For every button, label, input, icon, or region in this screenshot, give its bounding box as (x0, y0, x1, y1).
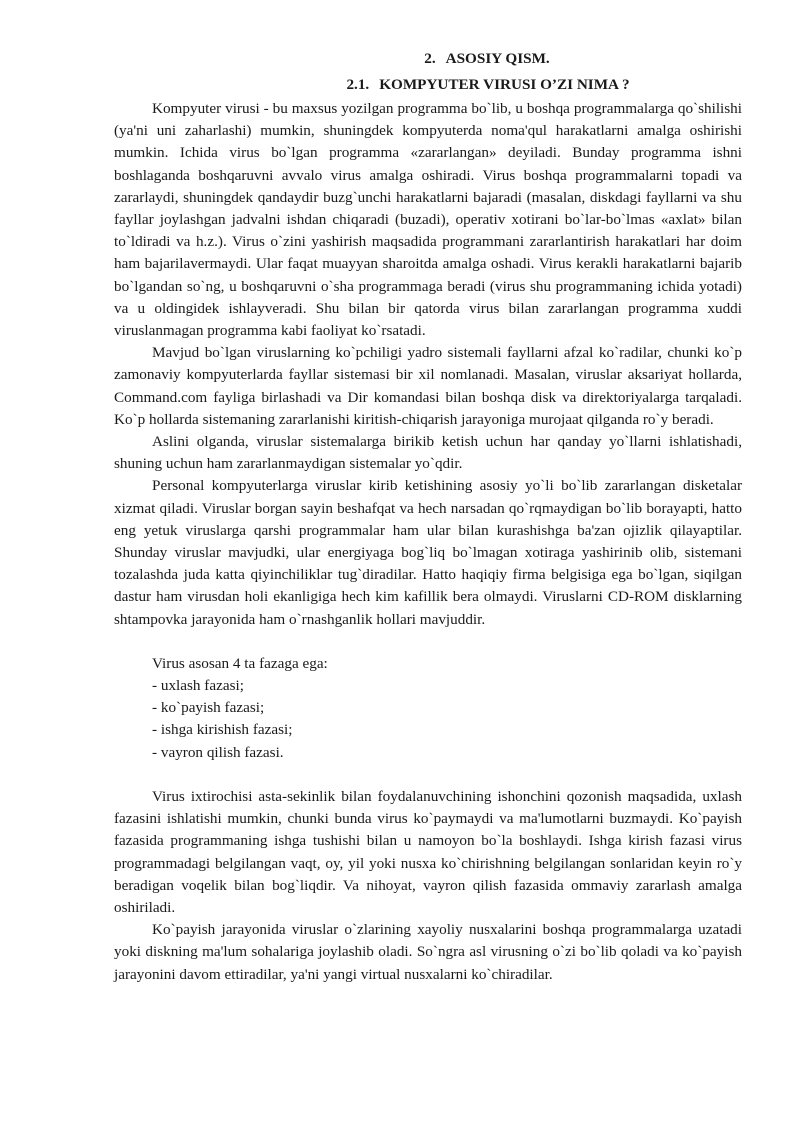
list-item: - ko`payish fazasi; (152, 699, 265, 717)
paragraph: Personal kompyuterlarga viruslar kirib ketishining asosiy yo`li bo`lib zararlangan disketalar xizmat qiladi. Viruslar borgan sayin beshafqat va hech narsadan qo`rqmaydigan bo`lib borayapti, hatto eng yetuk viruslarga qarshi programmalar ham ular bilan kurashishga ba'zan ojizlik qilayaptilar. Shunday viruslar mavjudki, ular energiyaga bog`liq bo`lmagan xotiraga yashirinib olib, sistemani tozalashda juda katta qiyinchiliklar tug`diradilar. Hatto haqiqiy firma belgisiga ega bo`lgan, siqilgan dastur ham virusdan holi ekanligiga hech kim kafillik bera olmaydi. Viruslarni CD-ROM disklarning shtampovka jarayonida ham o`rnashganlik hollari mavjuddir. (114, 477, 742, 628)
subsection-number: 2.1. (346, 76, 370, 93)
section-heading (114, 46, 742, 72)
phase-list (114, 653, 742, 764)
list-item: - ishga kirishish fazasi; (152, 721, 293, 739)
list-item: - vayron qilish fazasi. (152, 743, 284, 761)
section-title: ASOSIY QISM. (445, 50, 550, 67)
paragraph: Mavjud bo`lgan viruslarning ko`pchiligi yadro sistemali fayllarni afzal ko`radilar, chunki ko`p zamonaviy kompyuterlarda fayllar sistemasi bir xil nomlanadi. Masalan, viruslar aksariyat hollarda, Command.com fayliga birlashadi va Dir komandasi bilan boshqa disk va direktoriyalarga tarqaladi. Ko`p hollarda sistemaning zararlanishi kiritish-chiqarish jarayoniga murojaat qilganda ro`y beradi. (114, 344, 742, 428)
document-page (114, 46, 742, 986)
paragraph: Kompyuter virusi - bu maxsus yozilgan programma bo`lib, u boshqa programmalarga qo`shilishi (ya'ni uni zaharlashi) mumkin, shuningdek kompyuterda noma'qul harakatlarni amalga oshirishi mumkin. Ichida virus bo`lgan programma «zararlangan» deyiladi. Bunday programma ishni boshlaganda boshqaruvni avvalo virus amalga oshiradi. Virus boshqa programmalarni topadi va zararlaydi, shuningdek qandaydir buzg`unchi harakatlarni bajaradi (masalan, diskdagi fayllarni va shu fayllar joylashgan jadvalni ishdan chiqaradi (buzadi), operativ xotirani bo`lar-bo`lmas «axlat» bilan to`ldiradi va h.z.). Virus o`zini yashirish maqsadida programmani zararlantirish harakatlari har doim ham bajarilavermaydi. Ular faqat muayyan sharoitda amalga oshadi. Virus kerakli harakatlarni bajarib bo`lgandan so`ng, u boshqaruvni o`sha programmaga beradi (virus shu programmaning ichida yotadi) va u oldingidek ishlayveradi. Shu bilan bir qatorda virus bilan zararlangan programma xuddi viruslanmagan programma kabi faoliyat ko`rsatadi. (114, 100, 742, 340)
after-list-section (114, 786, 742, 986)
subsection-heading (114, 72, 742, 98)
subsection-title: KOMPYUTER VIRUSI O’ZI NIMA ? (379, 76, 630, 93)
section-number: 2. (424, 50, 436, 67)
paragraph: Virus ixtirochisi asta-sekinlik bilan foydalanuvchining ishonchini qozonish maqsadida, uxlash fazasini ishlatishi mumkin, chunki bunda virus ko`paymaydi va ma'lumotlarni buzmaydi. Ko`payish fazasida programmaning ishga tushishi bilan u namoyon bo`la boshlaydi. Ishga kirish fazasi virus programmadagi belgilangan vaqt, oy, yil yoki nusxa ko`chirishning belgilangan sonlaridan keyin ro`y beradigan voqelik bilan bog`liqdir. Va nihoyat, vayron qilish fazasida ommaviy zararlash amalga oshiriladi. (114, 787, 742, 916)
paragraph: Ko`payish jarayonida viruslar o`zlarining xayoliy nusxalarini boshqa programmalarga uzatadi yoki diskning ma'lum sohalariga joylashib oladi. So`ngra asl virusning o`zi bo`lib qoladi va ko`payish jarayonini davom ettiradilar, ya'ni yangi virtual nusxalarni ko`chiradilar. (114, 921, 742, 983)
list-intro: Virus asosan 4 ta fazaga ega: (152, 654, 328, 672)
paragraph: Aslini olganda, viruslar sistemalarga birikib ketish uchun har qanday yo`llarni ishlatishadi, shuning uchun ham zararlanmaydigan sistemalar yo`qdir. (114, 433, 742, 473)
list-item: - uxlash fazasi; (152, 677, 244, 695)
